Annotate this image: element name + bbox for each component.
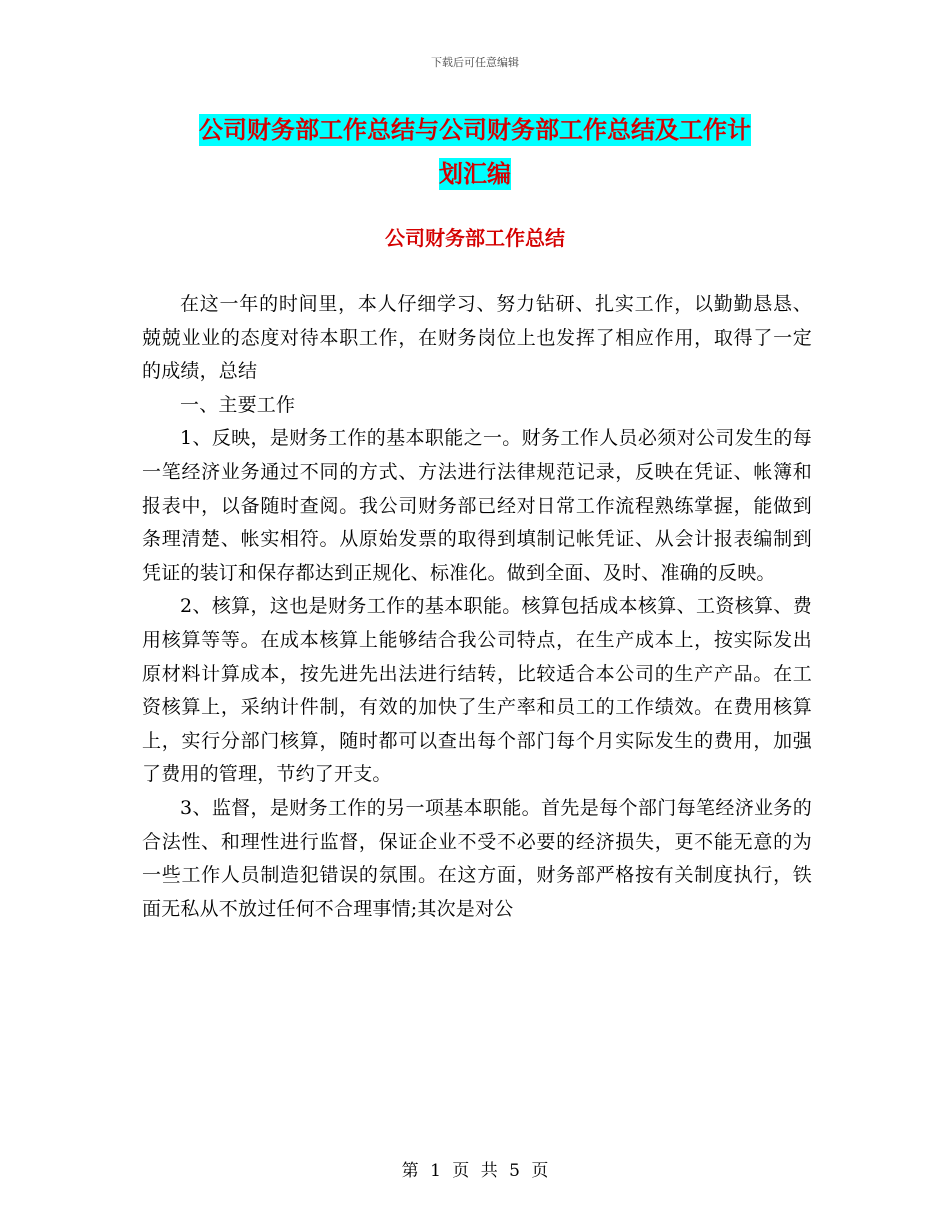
paragraph-heading-main-work: 一、主要工作 bbox=[180, 393, 296, 416]
paragraph-intro: 在这一年的时间里，本人仔细学习、努力钻研、扎实工作，以勤勤恳恳、兢兢业业的态度对待本职工作，在财务岗位上也发挥了相应作用，取得了一定的成绩，总结 bbox=[142, 293, 812, 383]
document-title-line1: 公司财务部工作总结与公司财务部工作总结及工作计 bbox=[199, 116, 751, 144]
document-title bbox=[140, 108, 810, 196]
paragraph-supervision: 3、监督，是财务工作的另一项基本职能。首先是每个部门每笔经济业务的合法性、和理性进行监督，保证企业不受不必要的经济损失，更不能无意的为一些工作人员制造犯错误的氛围。在这方面，财务部严格按有关制度执行，铁面无私从不放过任何不合理事情;其次是对公 bbox=[142, 796, 812, 920]
paragraph-reflect: 1、反映，是财务工作的基本职能之一。财务工作人员必须对公司发生的每一笔经济业务通过不同的方式、方法进行法律规范记录，反映在凭证、帐簿和报表中，以备随时查阅。我公司财务部已经对日常工作流程熟练掌握，能做到条理清楚、帐实相符。从原始发票的取得到填制记帐凭证、从会计报表编制到凭证的装订和保存都达到正规化、标准化。做到全面、及时、准确的反映。 bbox=[142, 427, 812, 584]
paragraph-accounting: 2、核算，这也是财务工作的基本职能。核算包括成本核算、工资核算、费用核算等等。在成本核算上能够结合我公司特点，在生产成本上，按实际发出原材料计算成本，按先进先出法进行结转，比较适合本公司的生产产品。在工资核算上，采纳计件制，有效的加快了生产率和员工的工作绩效。在费用核算上，实行分部门核算，随时都可以查出每个部门每个月实际发生的费用，加强了费用的管理，节约了开支。 bbox=[142, 595, 812, 786]
page-footer: 第 1 页 共 5 页 bbox=[401, 1161, 549, 1181]
header-note: 下载后可任意编辑 bbox=[431, 56, 519, 69]
body-text bbox=[142, 288, 812, 926]
document-title-line2: 划汇编 bbox=[439, 160, 511, 188]
section-title: 公司财务部工作总结 bbox=[385, 226, 565, 250]
